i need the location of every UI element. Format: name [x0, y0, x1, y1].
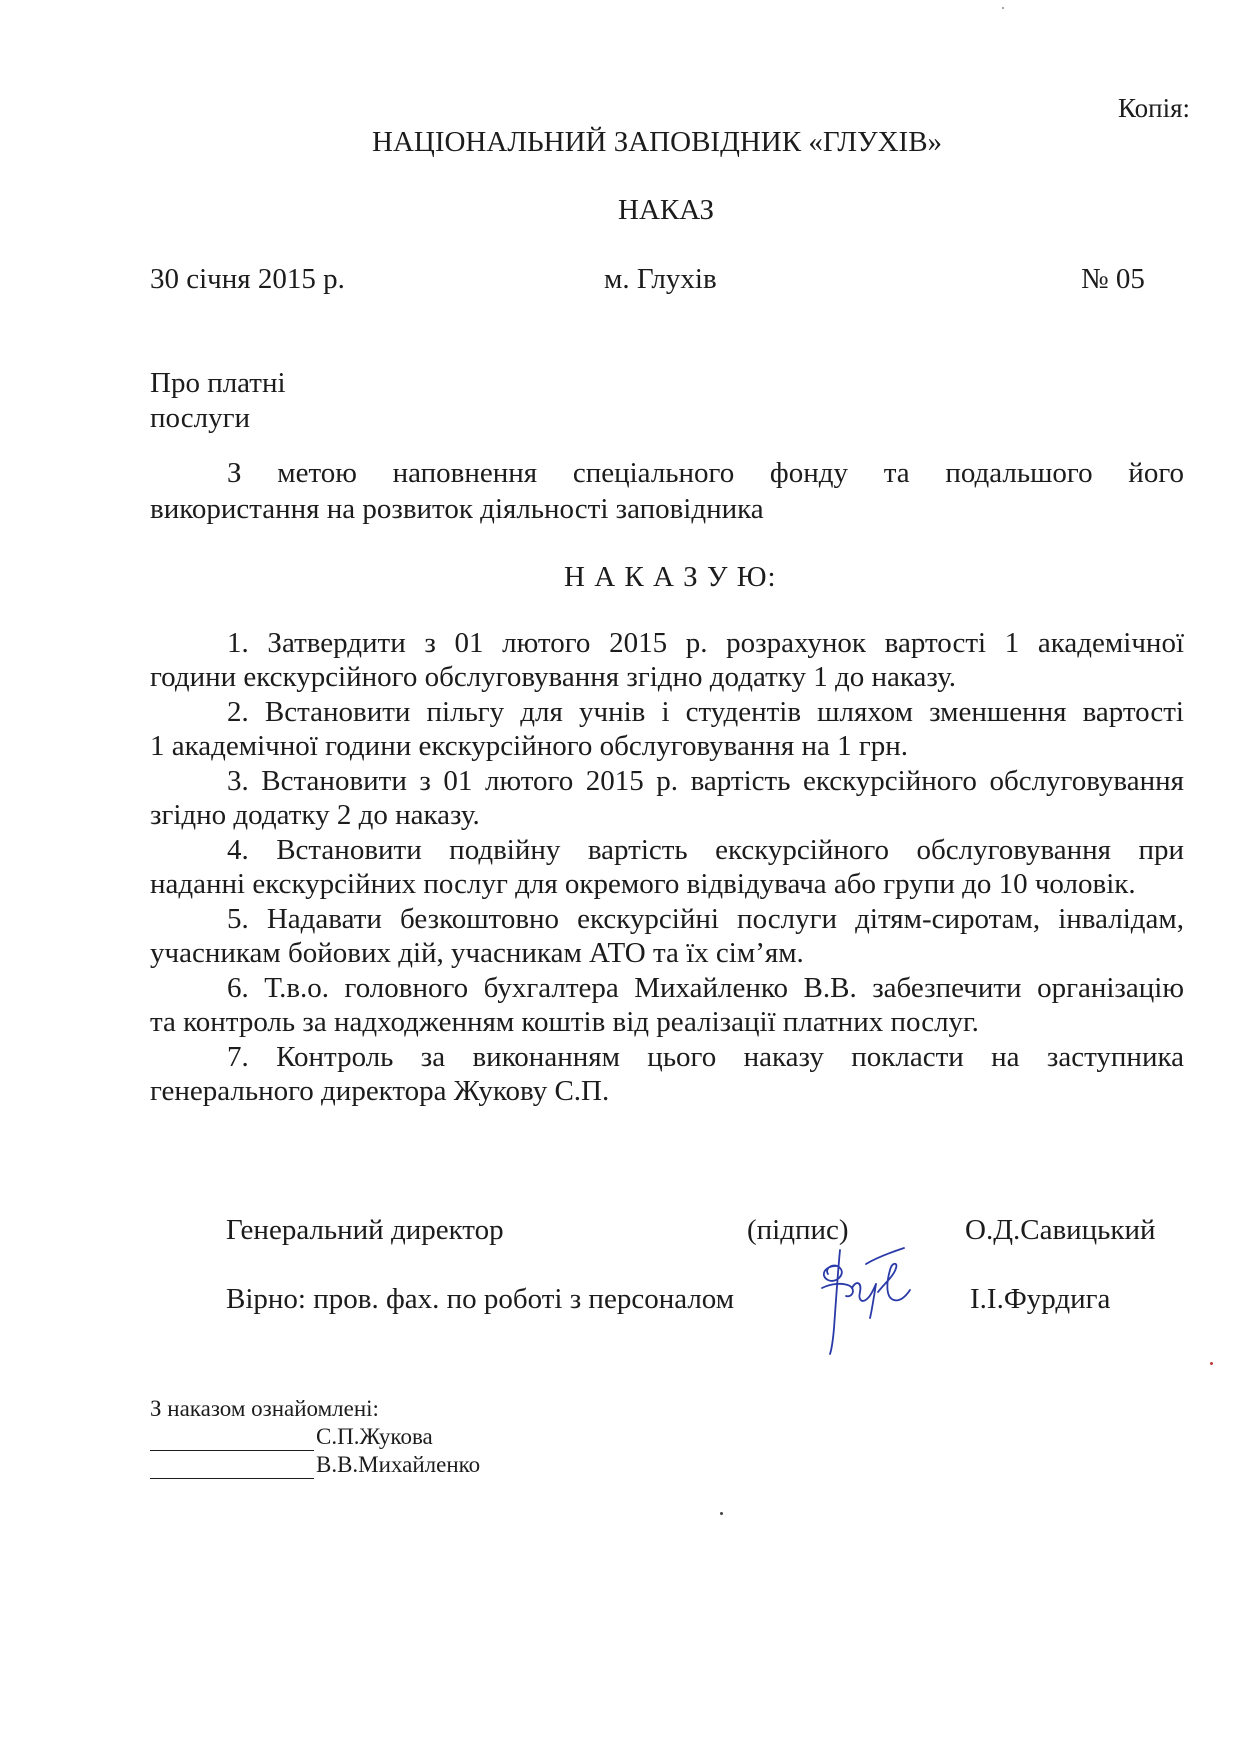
preamble-line: З метою наповнення спеціального фонду та подальшого його [227, 457, 1184, 489]
order-item-line: наданні екскурсійних послуг для окремого відвідувача або групи до 10 чоловік. [150, 868, 1136, 900]
scan-speck [1002, 7, 1004, 9]
acknowledgement-entry [150, 1451, 480, 1479]
signature-blank-line [150, 1456, 314, 1479]
order-heading: Н А К А З У Ю: [564, 561, 777, 593]
order-item-line: учасникам бойових дій, учасникам АТО та їх сім’ям. [150, 937, 804, 969]
document-number: № 05 [1081, 263, 1145, 295]
document-type: НАКАЗ [618, 194, 714, 226]
subject-line: Про платні [150, 367, 286, 399]
document-date: 30 січня 2015 р. [150, 263, 345, 295]
signature-blank-line [150, 1428, 314, 1451]
order-item-line: та контроль за надходженням коштів від реалізації платних послуг. [150, 1006, 979, 1038]
handwritten-signature [806, 1240, 914, 1360]
scan-speck [1210, 1362, 1213, 1365]
order-item-line: генерального директора Жукову С.П. [150, 1075, 610, 1107]
acknowledgement-entry [150, 1423, 433, 1451]
scan-speck [720, 1512, 723, 1515]
director-title: Генеральний директор [226, 1214, 504, 1246]
organization-title: НАЦІОНАЛЬНИЙ ЗАПОВІДНИК «ГЛУХІВ» [372, 126, 943, 158]
certified-label: Вірно: пров. фах. по роботі з персоналом [226, 1283, 735, 1315]
order-item-line: 4. Встановити подвійну вартість екскурсійного обслуговування при [227, 834, 1184, 866]
director-name: О.Д.Савицький [965, 1214, 1156, 1246]
order-item-line: 3. Встановити з 01 лютого 2015 р. вартість екскурсійного обслуговування [227, 765, 1184, 797]
acknowledged-name: В.В.Михайленко [316, 1452, 481, 1477]
acknowledgement-heading: З наказом ознайомлені: [150, 1396, 379, 1421]
preamble-line: використання на розвиток діяльності заповідника [150, 493, 764, 525]
order-item-line: 1. Затвердити з 01 лютого 2015 р. розрахунок вартості 1 академічної [227, 627, 1184, 659]
document-place: м. Глухів [604, 263, 717, 295]
signature-placeholder: (підпис) [747, 1214, 849, 1246]
order-item-line: 6. Т.в.о. головного бухгалтера Михайленко В.В. забезпечити організацію [227, 972, 1184, 1004]
order-item-line: згідно додатку 2 до наказу. [150, 799, 480, 831]
order-item-line: 5. Надавати безкоштовно екскурсійні послуги дітям-сиротам, інвалідам, [227, 903, 1184, 935]
acknowledged-name: С.П.Жукова [316, 1424, 433, 1449]
order-item-line: 2. Встановити пільгу для учнів і студентів шляхом зменшення вартості [227, 696, 1184, 728]
order-item-line: 1 академічної години екскурсійного обслуговування на 1 грн. [150, 730, 909, 762]
order-item-line: години екскурсійного обслуговування згідно додатку 1 до наказу. [150, 661, 957, 693]
order-item-line: 7. Контроль за виконанням цього наказу покласти на заступника [227, 1041, 1184, 1073]
copy-label: Копія: [1118, 93, 1191, 123]
certifier-name: І.І.Фурдига [970, 1283, 1111, 1315]
subject-line: послуги [150, 402, 250, 434]
